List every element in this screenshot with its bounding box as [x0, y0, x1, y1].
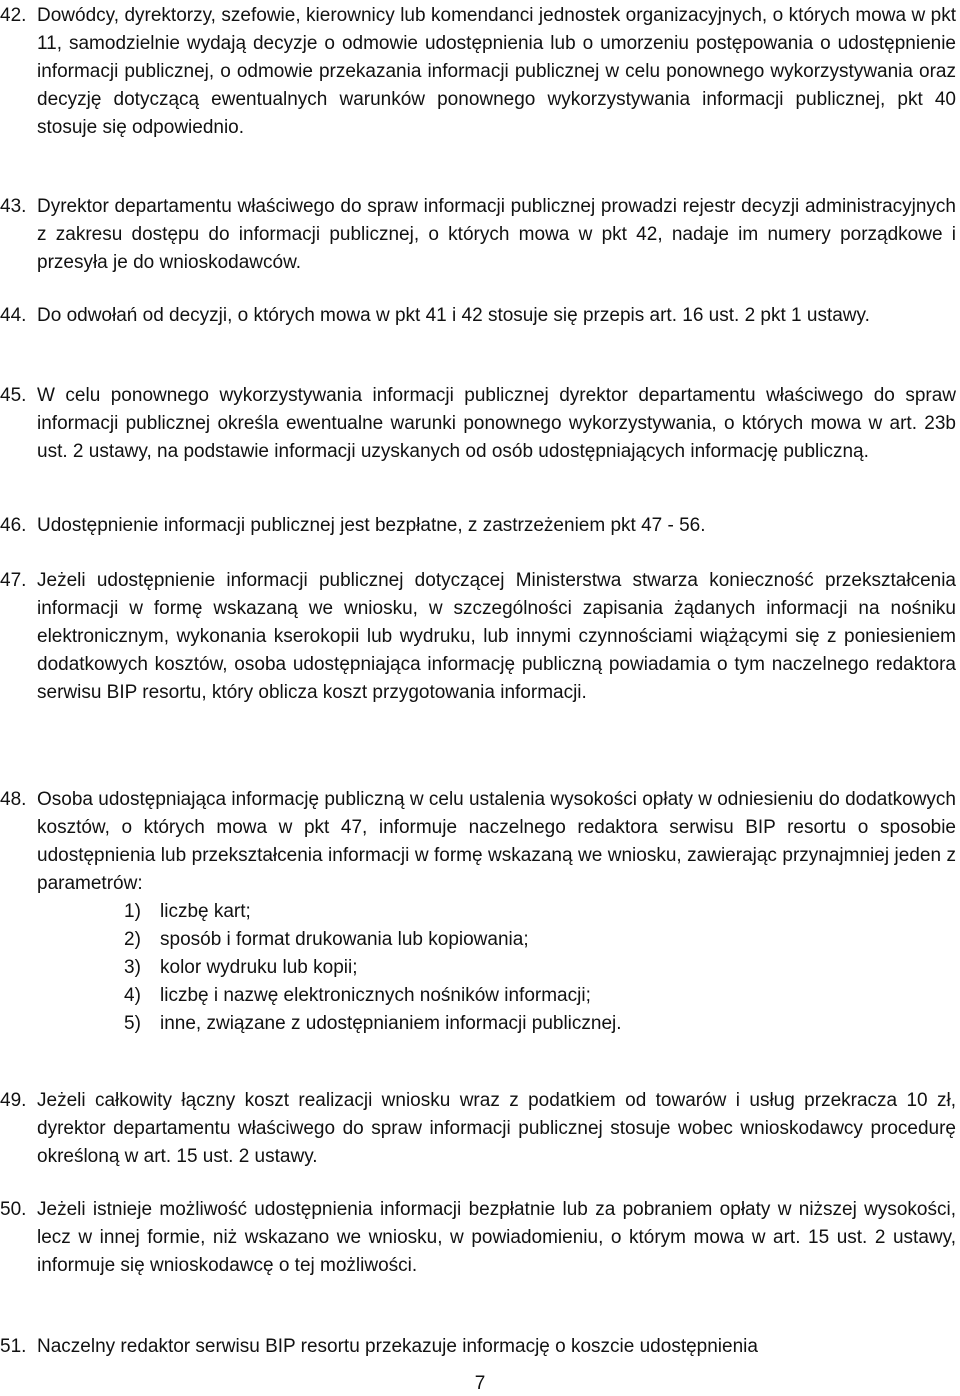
list-item-49 [0, 1087, 956, 1171]
item-number: 43. [0, 196, 27, 217]
item-number: 47. [0, 570, 27, 591]
item-text: Osoba udostępniająca informację publiczną w celu ustalenia wysokości opłaty w odniesieniu do dodatkowych kosztów, o których mowa w pkt 47, informuje naczelnego redaktora serwisu BIP resortu o sposobie udostępnienia lub przekształcenia informacji w formę wskazaną we wniosku, zawierając przynajmniej jeden z parametrów: [37, 789, 956, 894]
sub-item-number: 1) [124, 901, 141, 922]
sub-item-number: 4) [124, 985, 141, 1006]
sub-item [37, 982, 956, 1010]
item-number: 48. [0, 789, 27, 810]
list-item-50 [0, 1196, 956, 1280]
sub-item-number: 2) [124, 929, 141, 950]
item-text: Jeżeli udostępnienie informacji publicznej dotyczącej Ministerstwa stwarza konieczność przekształcenia informacji w formę wskazaną we wniosku, w szczególności zapisania żądanych informacji na nośniku elektronicznym, wykonania kserokopii lub wydruku, lub innymi czynnościami wiążącymi się z poniesieniem dodatkowych kosztów, osoba udostępniająca informację publiczną powiadamia o tym naczelnego redaktora serwisu BIP resortu, który oblicza koszt przygotowania informacji. [37, 570, 956, 703]
list-item-46 [0, 512, 956, 540]
sub-item-number: 5) [124, 1013, 141, 1034]
list-item-48 [0, 786, 956, 1038]
item-text: Jeżeli istnieje możliwość udostępnienia informacji bezpłatnie lub za pobraniem opłaty w niższej wysokości, lecz w innej formie, niż wskazano we wniosku, w powiadomieniu, o którym mowa w art. 15 ust. 2 ustawy, informuje się wnioskodawcę o tej możliwości. [37, 1199, 956, 1276]
page-number: 7 [474, 1373, 486, 1394]
item-text: Do odwołań od decyzji, o których mowa w pkt 41 i 42 stosuje się przepis art. 16 ust. 2 pkt 1 ustawy. [37, 305, 870, 326]
item-number: 50. [0, 1199, 27, 1220]
parameter-list [37, 898, 956, 1038]
list-item-45 [0, 382, 956, 466]
item-number: 49. [0, 1090, 27, 1111]
sub-item-text: sposób i format drukowania lub kopiowania; [160, 929, 529, 950]
sub-item-text: liczbę kart; [160, 901, 251, 922]
list-item-47 [0, 567, 956, 707]
item-number: 44. [0, 305, 27, 326]
sub-item-text: liczbę i nazwę elektronicznych nośników informacji; [160, 985, 591, 1006]
list-item-51 [0, 1333, 956, 1361]
item-number: 46. [0, 515, 27, 536]
sub-item [37, 898, 956, 926]
list-item-43 [0, 193, 956, 277]
sub-item-text: inne, związane z udostępnianiem informacji publicznej. [160, 1013, 622, 1034]
sub-item-text: kolor wydruku lub kopii; [160, 957, 358, 978]
item-text: Jeżeli całkowity łączny koszt realizacji wniosku wraz z podatkiem od towarów i usług przekracza 10 zł, dyrektor departamentu właściwego do spraw informacji publicznej stosuje wobec wnioskodawcy procedurę określoną w art. 15 ust. 2 ustawy. [37, 1090, 956, 1167]
item-text: Dowódcy, dyrektorzy, szefowie, kierownicy lub komendanci jednostek organizacyjnych, o których mowa w pkt 11, samodzielnie wydają decyzje o odmowie udostępnienia lub o umorzeniu postępowania o udostępnienie informacji publicznej, o odmowie przekazania informacji publicznej w celu ponownego wykorzystywania oraz decyzję dotyczącą ewentualnych warunków ponownego wykorzystywania informacji publicznej, pkt 40 stosuje się odpowiednio. [37, 5, 956, 138]
item-number: 45. [0, 385, 27, 406]
item-text: W celu ponownego wykorzystywania informacji publicznej dyrektor departamentu właściwego do spraw informacji publicznej określa ewentualne warunki ponownego wykorzystywania, o których mowa w art. 23b ust. 2 ustawy, na podstawie informacji uzyskanych od osób udostępniających informację publiczną. [37, 385, 956, 462]
item-text: Dyrektor departamentu właściwego do spraw informacji publicznej prowadzi rejestr decyzji administracyjnych z zakresu dostępu do informacji publicznej, o których mowa w pkt 42, nadaje im numery porządkowe i przesyła je do wnioskodawców. [37, 196, 956, 273]
sub-item [37, 926, 956, 954]
item-text: Naczelny redaktor serwisu BIP resortu przekazuje informację o koszcie udostępnienia [37, 1336, 758, 1357]
list-item-44 [0, 302, 956, 330]
item-number: 42. [0, 5, 27, 26]
sub-item [37, 1010, 956, 1038]
item-number: 51. [0, 1336, 27, 1357]
list-item-42 [0, 2, 956, 142]
item-text: Udostępnienie informacji publicznej jest bezpłatne, z zastrzeżeniem pkt 47 - 56. [37, 515, 706, 536]
sub-item [37, 954, 956, 982]
sub-item-number: 3) [124, 957, 141, 978]
